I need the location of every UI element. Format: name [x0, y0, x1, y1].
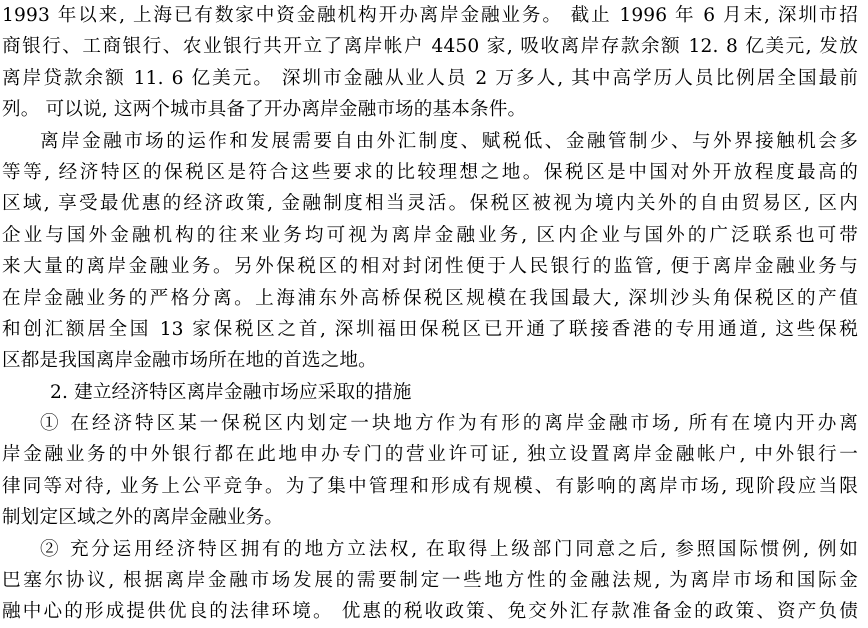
section-heading: 2. 建立经济特区离岸金融市场应采取的措施 [50, 381, 412, 403]
text-line: 区都是我国离岸金融市场所在地的首选之地。 [2, 350, 377, 372]
text-line: 等等, 经济特区的保税区是符合这些要求的比较理想之地。保税区是中国对外开放程度最高的 [2, 161, 858, 183]
text-line: 岸金融业务的中外银行都在此地申办专门的营业许可证, 独立设置离岸金融帐户, 中外银行一 [2, 444, 858, 466]
text-line: 区域, 享受最优惠的经济政策, 金融制度相当灵活。保税区被视为境内关外的自由贸易区, 区内 [2, 193, 858, 215]
text-line: 巴塞尔协议, 根据离岸金融市场发展的需要制定一些地方性的金融法规, 为离岸市场和国际金 [2, 570, 858, 592]
text-line: 离岸金融市场的运作和发展需要自由外汇制度、赋税低、金融管制少、与外界接触机会多 [40, 130, 858, 152]
text-line: 列。 可以说, 这两个城市具备了开办离岸金融市场的基本条件。 [2, 99, 527, 121]
text-line: 1993 年以来, 上海已有数家中资金融机构开办离岸金融业务。 截止 1996 年 6 月末, 深圳市招 [2, 5, 858, 26]
text-line: 在岸金融业务的严格分离。上海浦东外高桥保税区规模在我国最大, 深圳沙头角保税区的产值 [2, 287, 858, 309]
text-line: 商银行、工商银行、农业银行共开立了离岸帐户 4450 家, 吸收离岸存款余额 12. 8 亿美元, 发放 [2, 36, 858, 58]
text-line: 制划定区域之外的离岸金融业务。 [2, 507, 284, 529]
text-line: ① 在经济特区某一保税区内划定一块地方作为有形的离岸金融市场, 所有在境内开办离 [40, 413, 858, 435]
text-line: 企业与国外金融机构的往来业务均可视为离岸金融业务, 区内企业与国外的广泛联系也可带 [2, 224, 858, 246]
text-line: 来大量的离岸金融业务。另外保税区的相对封闭性便于人民银行的监管, 便于离岸金融业务与 [2, 256, 858, 278]
text-line: 律同等对待, 业务上公平竞争。为了集中管理和形成有规模、有影响的离岸市场, 现阶段应当限 [2, 475, 858, 497]
text-line: ② 充分运用经济特区拥有的地方立法权, 在取得上级部门同意之后, 参照国际惯例, 例如 [40, 538, 858, 560]
text-line: 和创汇额居全国 13 家保税区之首, 深圳福田保税区已开通了联接香港的专用通道, 这些保税 [2, 318, 858, 340]
text-line: 离岸贷款余额 11. 6 亿美元。 深圳市金融从业人员 2 万多人, 其中高学历人员比例居全国最前 [2, 67, 858, 89]
text-line: 融中心的形成提供优良的法律环境。 优惠的税收政策、免交外汇存款准备金的政策、资产负债 [2, 601, 858, 623]
